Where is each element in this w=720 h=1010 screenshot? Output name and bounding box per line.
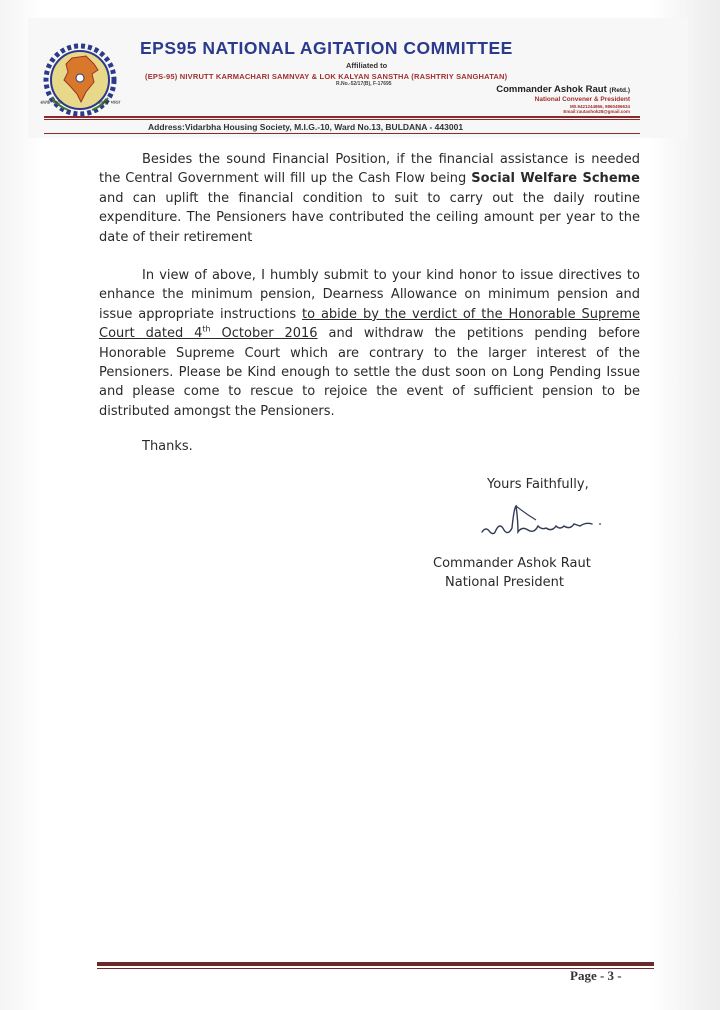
commander-phone: M0.9421244866, 9860496634	[569, 104, 630, 109]
footer-rule	[97, 962, 654, 966]
logo-caption-left: सतर्क भारत	[40, 100, 62, 106]
commander-email: Email:rautashok28@gmail.com	[563, 109, 630, 114]
paragraph-financial-position: Besides the sound Financial Position, if the financial assistance is needed the Central Government will fill up the Cash Flow being Social Welfare Scheme and can uplift the financial condition to suit to carry out the daily routine expenditure. The Pensioners have contributed the ceiling amount per year to the date of their retirement	[99, 152, 640, 245]
organization-logo	[34, 40, 126, 128]
affiliated-label: Affiliated to	[346, 61, 388, 70]
handwritten-signature	[476, 500, 616, 544]
sanstha-name: (EPS-95) NIVRUTT KARMACHARI SAMNVAY & LOK KALYAN SANSTHA (RASHTRIY SANGHATAN)	[145, 72, 508, 81]
commander-role: National Convener & President	[534, 96, 630, 103]
social-welfare-scheme: Social Welfare Scheme	[471, 171, 640, 187]
commander-name: Commander Ashok Raut (Retd.)	[496, 84, 630, 95]
signer-title: National President	[445, 575, 564, 590]
address-line: Address:Vidarbha Housing Society, M.I.G.-10, Ward No.13, BULDANA - 443001	[148, 122, 464, 132]
commander-block	[460, 84, 630, 114]
thanks-line: Thanks.	[142, 439, 193, 454]
letterhead	[28, 18, 688, 138]
letterhead-rule-top-thin	[44, 119, 640, 120]
logo-caption-right: समृद्ध भारत	[98, 100, 120, 106]
valediction: Yours Faithfully,	[487, 477, 589, 492]
supreme-court-verdict-reference: to abide by the verdict of the Honorable Supreme Court dated 4th October 2016	[99, 306, 640, 342]
registration-number: R.No.-52/17(B), F-17695	[336, 81, 392, 87]
letterhead-rule-bottom	[44, 133, 640, 134]
commander-suffix: (Retd.)	[609, 87, 630, 94]
signer-name: Commander Ashok Raut	[433, 556, 591, 571]
paragraph-submission: In view of above, I humbly submit to your kind honor to issue directives to enhance the minimum pension, Dearness Allowance on minimum pension and issue appropriate instructions to abide by the verdict of the Honorable Supreme Court dated 4th October 2016 and withdraw the petitions pending before Honorable Supreme Court which are contrary to the larger interest of the Pensioners. Please be Kind enough to settle the dust soon on Long Pending Issue and please come to rescue to rejoice the event of sufficient pension to be distributed amongst the Pensioners.	[99, 268, 640, 419]
organization-name: EPS95 NATIONAL AGITATION COMMITTEE	[140, 38, 513, 58]
page-number: Page - 3 -	[570, 968, 622, 983]
letterhead-rule-top	[44, 116, 640, 118]
